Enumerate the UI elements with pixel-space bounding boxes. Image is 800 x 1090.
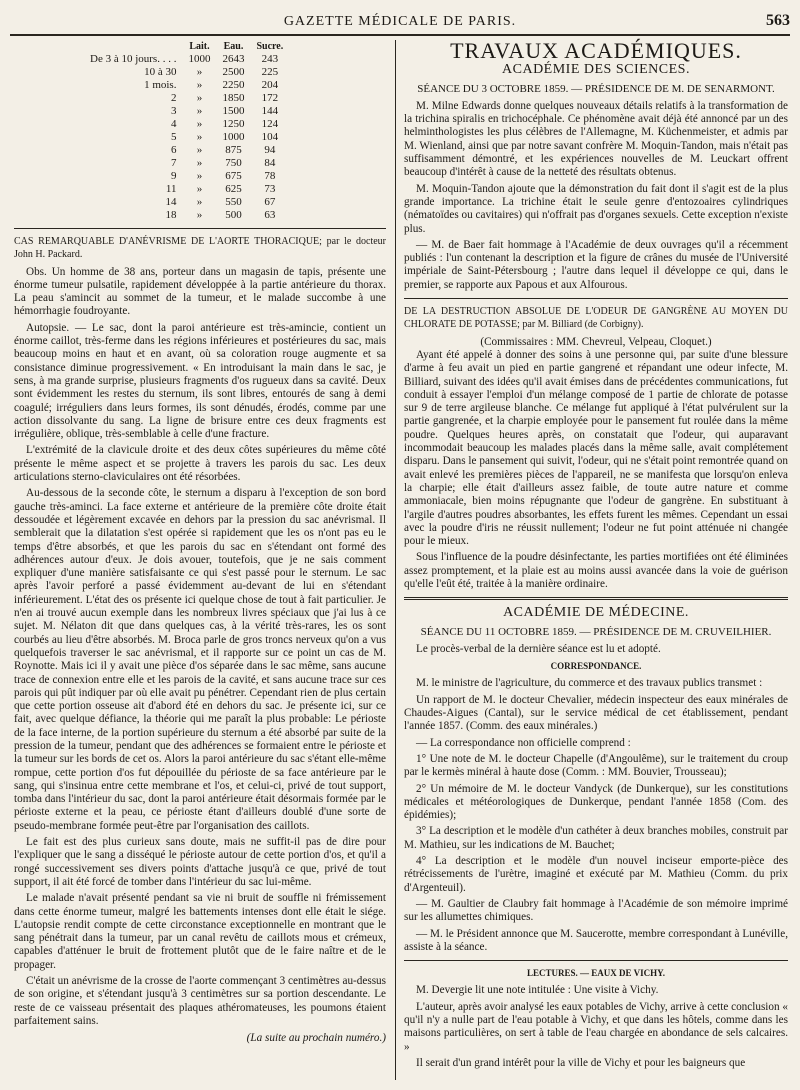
separator <box>404 960 788 961</box>
separator <box>404 298 788 299</box>
paragraph: Obs. Un homme de 38 ans, porteur dans un magasin de tapis, présente une énorme tumeur pulsatile, rapidement développée à la partie antérieure du thorax. La peau s'amincit au sommet de la tumeur, et le malade succombe à une hémorrhagie foudroyante. <box>14 265 386 318</box>
table-row <box>84 79 289 92</box>
paragraph: — M. Gaultier de Claubry fait hommage à l'Académie de son mémoire imprimé sur les allumettes chimiques. <box>404 897 788 924</box>
table-row <box>84 157 289 170</box>
table-row <box>84 131 289 144</box>
feeding-table <box>84 40 289 222</box>
paragraph: 2° Un mémoire de M. le docteur Vandyck (de Dunkerque), sur les constitutions médicales et météorologiques de Dunkerque, pendant l'année 1858 (Com. des épidémies); <box>404 782 788 822</box>
page-number: 563 <box>766 12 790 29</box>
paragraph: L'extrémité de la clavicule droite et des deux côtes supérieures du même côté présente le même aspect et se projette à travers les parois du sac. Les deux articulations sterno-claviculaires ont été résorbées. <box>14 444 386 484</box>
table-header-row <box>84 40 289 53</box>
table-cell: » <box>196 170 203 182</box>
table-cell: 3 <box>170 105 177 117</box>
gangrene-article-body <box>404 349 788 591</box>
table-cell: 2250 <box>222 79 245 91</box>
table-cell: 6 <box>170 144 177 156</box>
table-cell: 10 à 30 <box>144 66 177 78</box>
table-cell: 1500 <box>222 105 245 117</box>
table-row <box>84 183 289 196</box>
table-cell: 73 <box>264 183 276 195</box>
paragraph: Autopsie. — Le sac, dont la paroi antérieure est très-amincie, contient un énorme caillot, très-ferme dans les régions inférieures et postérieures du sac, mais beaucoup moins en haut et en avant, où sa coloration rouge augmente et sa consistance diminue progressivement. « En introduisant la main dans le sac, je sens, à ma grande surprise, plusieurs fragments d'os rugueux dans sa cavité. Deux sont évidemment les restes du sternum, ils sont libres, entourés de sang à demi coagulé; irréguliers dans leurs formes, ils sont dénudés, érodés, comme par une action dissolvante du sang. La ligne de brisure entre ces deux fragments est irrégulière, oblique, très-semblable à celle d'une fracture. <box>14 321 386 441</box>
paragraph: 3° La description et le modèle d'un cathéter à deux branches mobiles, construit par M. Mathieu, sur les indications de M. Bauchet; <box>404 825 788 851</box>
table-cell: 94 <box>264 144 276 156</box>
separator <box>404 597 788 600</box>
paragraph: — M. de Baer fait hommage à l'Académie de deux ouvrages qu'il a récemment publiés : l'un contenant la description et la figure de crânes du musée de l'Université impériale de Saint-Pétersbourg ; l'autre dans lequel il développe ce qui, dans le premier, se rapporte aux Papous et aux Alfourous. <box>404 238 788 291</box>
paragraph: Ayant été appelé à donner des soins à une personne qui, par suite d'une blessure d'arme à feu avait un pied en partie gangrené et répandant une odeur infecte, M. Billiard, suivant des idées qu'il avait émises dans de précédentes communications, fut conduit à essayer l'emploi d'un mélange composé de 1 partie de chlorate de potasse sur 9 de terre argileuse blanche. Ce mélange fut appliqué à l'état pulvérulent sur la partie gangrenée, et la charpie employée pour le pansement fut roulée dans la même poudre. Quelques heures après, on constatait que l'odeur, qui auparavant incommodait beaucoup les malades placés dans la même salle, avait complétement disparu. Dans le pansement qui suivit, l'odeur, qui ne s'était point remontrée quand on avait enlevé les premières pièces de l'appareil, ne se manifesta que lorsqu'on enleva la charpie; elle était d'ailleurs assez faible, de toute autre nature et comme ammoniacale, bien moins répugnante que l'odeur de gangrène. En substituant à l'argile d'autres poudres absorbantes, les effets furent les mêmes. Cependant un essai avec la poudre d'iris ne réussit nullement; l'odeur ne fut point atténuée ni changée pour le mieux. <box>404 348 788 548</box>
table-cell: 18 <box>165 209 177 221</box>
table-cell: » <box>196 144 203 156</box>
table-row <box>84 66 289 79</box>
paragraph: Le fait est des plus curieux sans doute, mais ne suffit-il pas de dire pour l'expliquer que le sang a disséqué le périoste autour de cette portion d'os, et qu'il a rongé successivement ses divers points d'attache jusqu'à ce que, privé de tout support, il ait été forcé de tomber dans l'intérieur du sac lui-même. <box>14 836 386 888</box>
column-divider <box>395 40 396 1080</box>
paragraph: M. le ministre de l'agriculture, du commerce et des travaux publics transmet : <box>416 677 763 690</box>
table-cell: » <box>196 183 203 195</box>
table-cell: 67 <box>264 196 276 208</box>
paragraph: Il serait d'un grand intérêt pour la ville de Vichy et pour les baigneurs que <box>416 1056 746 1069</box>
table-cell: 1250 <box>222 118 245 130</box>
table-row <box>84 118 289 131</box>
table-cell: 1850 <box>222 92 245 104</box>
table-header-cell: Sucre. <box>256 41 284 52</box>
table-cell: 875 <box>225 144 242 156</box>
table-row <box>84 170 289 183</box>
paragraph: Le malade n'avait présenté pendant sa vie ni bruit de souffle ni frémissement dans cette énorme tumeur, malgré les battements intenses dont elle était le siége. L'autopsie rendit compte de cette circonstance exceptionnelle en montrant que le sang pénétrait dans la tumeur, par un canal revêtu de caillots mous et crémeux, capables d'atténuer le bruit de frottement plutôt que de le faire naître et de le propager. <box>14 892 386 971</box>
paragraph: C'était un anévrisme de la crosse de l'aorte commençant 3 centimètres au-dessus de son origine, et s'étendant jusqu'à 3 centimètres sur sa portion descendante. Le reste de ce vaisseau présentait des plaques athéromateuses, les poumons étaient parfaitement sains. <box>14 975 386 1027</box>
paragraph: 1° Une note de M. le docteur Chapelle (d'Angoulême), sur le traitement du croup par le kermès minéral à haute dose (Comm. : MM. Bouvier, Trousseau); <box>404 752 788 779</box>
table-cell: » <box>196 118 203 130</box>
table-cell: 225 <box>261 66 279 78</box>
separator <box>14 228 386 229</box>
table-cell: 7 <box>170 157 177 169</box>
table-cell: » <box>196 105 203 117</box>
table-cell: 1000 <box>188 53 211 65</box>
table-row <box>84 53 289 66</box>
table-cell: De 3 à 10 jours. . . . <box>90 53 177 65</box>
table-row <box>84 196 289 209</box>
paragraph: M. Milne Edwards donne quelques nouveaux détails relatifs à la transformation de la trichina spiralis en trichocéphale. Ce phénomène avait déjà été annoncé par un des helminthologistes les plus célèbres de l'Allemagne, M. Küchenmeister, et admis par M. Wienland, ainsi que par notre savant confrère M. Moquin-Tandon, mais n'était pas suffisamment démontré, et les expériences nouvelles de M. Leuckart offrent beaucoup d'intérêt à cause de la netteté des résultats obtenus. <box>404 99 788 179</box>
table-cell: 750 <box>225 157 242 169</box>
proces-verbal: Le procès-verbal de la dernière séance est lu et adopté. <box>416 642 661 655</box>
page-header <box>10 10 790 36</box>
academy-sciences-heading: ACADÉMIE DES SCIENCES. <box>502 62 690 78</box>
right-column <box>404 40 788 1073</box>
seance-heading: SÉANCE DU 3 OCTOBRE 1859. — PRÉSIDENCE DE M. DE SENARMONT. <box>417 82 775 95</box>
table-cell: » <box>196 66 203 78</box>
table-cell: 78 <box>264 170 276 182</box>
table-cell: » <box>196 196 203 208</box>
paragraph: M. Moquin-Tandon ajoute que la démonstration du fait dont il s'agit est de la plus grande importance. La trichine était le seule genre d'entozoaires cylindriques (nématoïdes ou cavitaires) qui n'offrait pas d'organes sexuels. Cette exception n'existe plus. <box>404 182 788 235</box>
continuation-note: (La suite au prochain numéro.) <box>246 1032 386 1045</box>
journal-title: GAZETTE MÉDICALE DE PARIS. <box>283 14 517 29</box>
table-cell: 1 mois. <box>144 79 177 91</box>
table-cell: 104 <box>261 131 279 143</box>
paragraph: — La correspondance non officielle comprend : <box>416 736 631 749</box>
table-cell: » <box>196 157 203 169</box>
table-cell: 500 <box>225 209 242 221</box>
article-title: CAS REMARQUABLE D'ANÉVRISME DE L'AORTE THORACIQUE; par le docteur John H. Packard. <box>14 236 386 261</box>
table-cell: 144 <box>261 105 279 117</box>
table-cell: 204 <box>261 79 279 91</box>
table-header-cell: Lait. <box>189 41 210 52</box>
table-cell: 2 <box>170 92 177 104</box>
table-cell: 9 <box>170 170 177 182</box>
commissaires-line: (Commissaires : MM. Chevreul, Velpeau, Cloquet.) <box>480 335 712 348</box>
table-cell: 172 <box>261 92 279 104</box>
table-cell: 14 <box>165 196 177 208</box>
academy-medecine-heading: ACADÉMIE DE MÉDECINE. <box>503 605 689 621</box>
paragraph: Au-dessous de la seconde côte, le sternum a disparu à l'exception de son bord gauche très-aminci. La face externe et antérieure de la première côte droite était dessoudée et légèrement excavée en dehors par la pression du sac anévrismal. Il semblerait que la dilatation s'est opérée si rapidement que les os n'ont pas eu le temps d'être absorbés, et que les parois du sac en s'étendant ont formé des adhérences autour d'eux. Je dois avouer, toutefois, que je ne sais comment expliquer d'une manière satisfaisante ce qui s'est passé pour le sternum. Le sac après l'avoir perforé a passé évidemment au-devant de lui en s'étendant inférieurement. L'état des os présente ici quelque chose de tout à fait particulier. Je n'en ai trouvé aucun exemple dans les nombreux livres spéciaux que j'ai lus à ce sujet. M. Nélaton dit que dans quelques cas, à la vérité très-rares, les os sont courbés au lieu d'être absorbés. M. Broca parle de gros troncs nerveux qu'on a vus quelquefois traverser le sac anévrismal, et il rapporte sur ce point un cas de M. Roynotte. Mais ici il y avait une pièce d'os séparée dans le sac même, sans aucune trace de connexion entre elle et les parois de la cavité, et sans aucune trace sur ces parois qui pût indiquer par où elle avait pu pénétrer. Cependant rien de plus certain que cette portion osseuse ait d'abord été en dehors du sac. Je présente ici, sur ce fait, avec quelque défiance, la théorie qui me paraît la plus probable: Le périoste de la face interne, de la portion supérieure du sternum a été absorbé par suite de la pression de la tumeur, pendant que des adhérences se formaient entre le périoste et la tumeur sur les bords de cet os. Alors la paroi antérieure du sac s'étant elle-même rompue, cette portion d'os fut dépouillée du périoste de sa face antérieure par le sang, qui s'insinua entre cette membrane et l'os, et celui-ci, privé de tout support, tomba dans l'intérieur du sac, dont la paroi antérieure était désormais formée par le périoste externe et la peau, ce périoste étant d'ailleurs doublé d'une sorte de pseudo-membrane formée peut-être par l'organisation des caillots. <box>14 487 386 832</box>
article-body <box>14 266 386 1029</box>
sciences-body <box>404 100 788 292</box>
table-cell: 550 <box>225 196 242 208</box>
table-cell: 243 <box>261 53 279 65</box>
table-cell: 1000 <box>222 131 245 143</box>
paragraph: — M. le Président annonce que M. Saucerotte, membre correspondant à Lunéville, assiste à la séance. <box>404 927 788 953</box>
table-header-cell: Eau. <box>223 41 244 52</box>
table-header-cell <box>84 40 182 53</box>
table-row <box>84 144 289 157</box>
paragraph: M. Devergie lit une note intitulée : Une visite à Vichy. <box>416 984 659 997</box>
paragraph: L'auteur, après avoir analysé les eaux potables de Vichy, arrive à cette conclusion « qu'il n'y a nulle part de l'eau potable à Vichy, et que dans les hôtels, comme dans les maisons particulières, on sert à table de l'eau chargée en abondance de sels calcaires. » <box>404 1000 788 1053</box>
table-row <box>84 209 289 222</box>
table-cell: 675 <box>225 170 242 182</box>
section-title: TRAVAUX ACADÉMIQUES. <box>450 38 742 63</box>
table-cell: 5 <box>170 131 177 143</box>
paragraph: Sous l'influence de la poudre désinfectante, les parties mortifiées ont été éliminées assez promptement, et la plaie est au moins aussi avancée dans la voie de guérison qu'elle l'eût été, traitée à la manière ordinaire. <box>404 551 788 590</box>
paragraph: 4° La description et le modèle d'un nouvel inciseur emporte-pièce des rétrécissements de l'urètre, imaginé et exécuté par M. Mathieu (Comm. du prix d'Argenteuil). <box>404 855 788 894</box>
table-cell: 625 <box>225 183 242 195</box>
table-body <box>84 53 289 222</box>
table-cell: » <box>196 92 203 104</box>
left-column <box>14 40 386 1046</box>
paragraph: Un rapport de M. le docteur Chevalier, médecin inspecteur des eaux minérales de Chaudes-Aigues (Cantal), sur le service médical de cet établissement, pendant l'année 1857. (Comm. des eaux minérales.) <box>404 693 788 733</box>
table-cell: 124 <box>261 118 279 130</box>
table-cell: 84 <box>264 157 276 169</box>
table-row <box>84 105 289 118</box>
vichy-body <box>404 984 788 1070</box>
table-cell: 2500 <box>222 66 245 78</box>
seance-heading: SÉANCE DU 11 OCTOBRE 1859. — PRÉSIDENCE DE M. CRUVEILHIER. <box>420 625 772 638</box>
table-row <box>84 92 289 105</box>
table-cell: 2643 <box>222 53 245 65</box>
table-cell: 63 <box>264 209 276 221</box>
table-cell: 11 <box>165 183 177 195</box>
table-cell: » <box>196 131 203 143</box>
table-cell: 4 <box>170 118 177 130</box>
table-cell: » <box>196 209 203 221</box>
lectures-heading: LECTURES. — EAUX DE VICHY. <box>526 968 666 979</box>
medecine-body <box>404 677 788 954</box>
article-title: DE LA DESTRUCTION ABSOLUE DE L'ODEUR DE GANGRÈNE AU MOYEN DU CHLORATE DE POTASSE; par M. Billiard (de Corbigny). <box>404 306 788 331</box>
table-cell: » <box>196 79 203 91</box>
correspondance-heading: CORRESPONDANCE. <box>550 661 642 672</box>
